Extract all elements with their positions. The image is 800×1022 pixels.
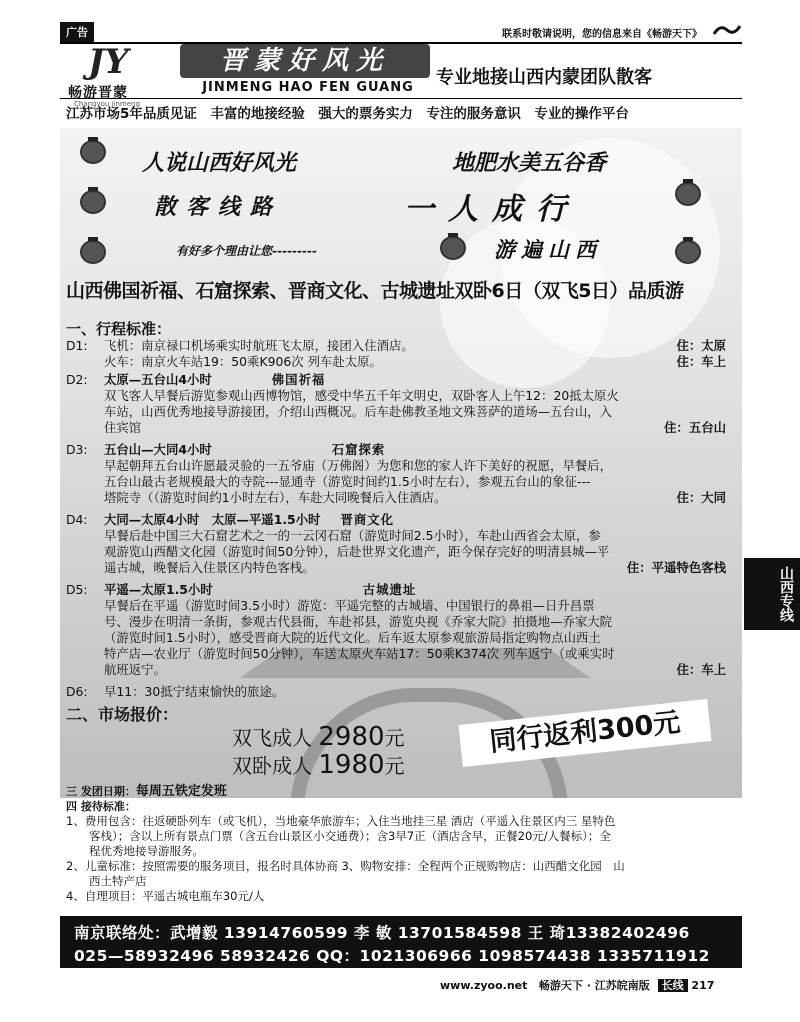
contact-block [60, 916, 742, 968]
price-sleeper-label: 双卧成人 [232, 754, 312, 778]
price-sleeper-value: 1980 [318, 750, 385, 780]
departure-value: 每周五铁定发班 [135, 784, 227, 799]
source-notice: 联系时敬请说明，您的信息来自《畅游天下》 [502, 29, 702, 40]
logo-pinyin: Changyou jinmeng [74, 100, 140, 108]
day-stay: 住：五台山 [664, 420, 726, 435]
day-stay: 住：车上 [676, 662, 726, 677]
standards-item: 1、费用包含：往返硬卧列车（或飞机），当地豪华旅游车；入住当地挂三星 酒店（平遥入住景区内三 星特色 [66, 814, 616, 828]
contact-line2: 025—58932496 58932426 QQ：1021306966 1098574438 1335711912 [74, 947, 710, 965]
day-text: 五台山最古老规模最大的寺院---显通寺（游览时间约1.5小时左右），参观五台山的象征--- [104, 474, 591, 489]
price-sleeper [232, 750, 405, 780]
day-stay: 住：太原 [676, 338, 726, 353]
rebate-badge: 同行返利300元 [458, 699, 711, 767]
logo-mark: JY [88, 42, 129, 82]
day-6 [66, 684, 732, 700]
day-theme: 晋商文化 [340, 512, 394, 527]
day-label: D6: [66, 684, 88, 699]
standards-heading: 四 接待标准： [66, 800, 136, 813]
brand-name: 晋蒙好风光 [219, 46, 390, 76]
page-footer [440, 977, 714, 993]
lantern-icon [440, 236, 466, 260]
day-theme: 石窟探索 [331, 442, 386, 457]
hero-line1-right: 地肥水美五谷香 [452, 150, 607, 176]
day-text: 早起朝拜五台山许愿最灵验的一五爷庙（万佛阁）为您和您的家人许下美好的祝愿，早餐后， [104, 458, 613, 473]
day-route: 太原—五台山4小时 [104, 372, 212, 387]
day-text: 观游览山西醋文化园（游览时间50分钟），后赴世界文化遗产，距今保存完好的明清县城—平 [104, 544, 610, 559]
standards-item: 客栈）；含以上所有景点门票（含五台山景区小交通费）；含3早7正（酒店含早，正餐20元/人餐标）；全 [66, 829, 611, 843]
day-stay: 住：车上 [676, 354, 726, 369]
day-text: 特产店—农业厅（游览时间50分钟），车送太原火车站17：50乘K374次 列车返宁（或乘实时 [104, 646, 615, 661]
day-text: 住宾馆 [104, 420, 142, 435]
standards-item: 4、自理项目：平遥古城电瓶车30元/人 [66, 889, 265, 903]
divider [60, 98, 742, 99]
footer-section: 长线 [658, 979, 688, 992]
day-route: 五台山—大同4小时 [104, 442, 212, 457]
day-label: D3: [66, 442, 88, 457]
hero-line3-right: 游遍山西 [494, 237, 602, 262]
hero-line2-right: 一人成行 [404, 192, 580, 227]
brand-strengths: 江苏市场5年品质见证 丰富的地接经验 强大的票务实力 专注的服务意识 专业的操作平台 [66, 106, 629, 122]
hero-line2-left: 散客线路 [154, 194, 283, 220]
day-text: 早餐后赴中国三大石窟艺术之一的一云冈石窟（游览时间2.5小时），车赴山西省会太原，参 [104, 528, 601, 543]
standards-item: 2、儿童标准：按照需要的服务项目，报名时具体协商 3、购物安排：全程两个正规购物店：山西醋文化园 山 [66, 859, 625, 873]
ad-tag: 广告 [60, 22, 94, 42]
day-text: 航班返宁。 [104, 662, 166, 677]
price-sleeper-unit: 元 [384, 754, 405, 778]
contact-line1: 南京联络处：武增毅 13914760599 李 敏 13701584598 王 琦13382402496 [74, 924, 690, 942]
lantern-icon [675, 182, 701, 206]
day-text: 塔院寺（（游览时间约1小时左右），车赴大同晚餐后入住酒店。 [104, 490, 447, 505]
day-4 [66, 512, 732, 576]
hero-line1-left: 人说山西好风光 [142, 150, 297, 176]
day-text: 遥古城，晚餐后入住景区内特色客栈。 [104, 560, 315, 575]
day-theme: 古城遗址 [362, 582, 417, 597]
footer-publication: 畅游天下 · 江苏皖南版 [538, 979, 650, 992]
day-5 [66, 582, 732, 678]
price-fly-unit: 元 [384, 726, 405, 750]
logo-cn: 畅游晋蒙 [68, 85, 128, 101]
day-label: D5: [66, 582, 88, 597]
day-text: 火车：南京火车站19：50乘K906次 列车赴太原。 [104, 354, 382, 369]
departure-label: 三 发团日期： [66, 785, 136, 798]
standards-item: 程优秀地接导游服务。 [66, 844, 204, 858]
page-number: 217 [691, 979, 715, 992]
day-label: D1: [66, 338, 88, 353]
day-text: 车站，山西优秀地接导游接团，介绍山西概况。后车赴佛教圣地文殊菩萨的道场—五台山，入 [104, 404, 613, 419]
hero-line3-left: 有好多个理由让您--------- [176, 244, 317, 258]
day-2 [66, 372, 732, 436]
publisher-logo-icon [712, 22, 742, 38]
day-stay: 住：平遥特色客栈 [626, 560, 726, 575]
top-bar [60, 22, 742, 44]
lantern-icon [80, 240, 106, 264]
lantern-icon [80, 190, 106, 214]
day-theme: 佛国祈福 [271, 372, 326, 387]
brand-pinyin: JINMENG HAO FEN GUANG [202, 80, 414, 95]
footer-site: www.zyoo.net [440, 979, 528, 992]
day-label: D4: [66, 512, 88, 527]
day-text: 号、漫步在明清一条街，参观古代县衙，车赴祁县，游览央视《乔家大院》拍摄地—乔家大院 [104, 614, 613, 629]
tour-title: 山西佛国祈福、石窟探索、晋商文化、古城遗址双卧6日（双飞5日）品质游 [66, 280, 684, 302]
price-fly-label: 双飞成人 [232, 726, 312, 750]
brand-name-banner [180, 44, 430, 78]
day-text: 飞机：南京禄口机场乘实时航班飞太原，接团入住酒店。 [104, 338, 414, 353]
day-1 [66, 338, 732, 370]
price-fly-value: 2980 [318, 722, 385, 752]
standards-item: 西土特产店 [66, 874, 147, 888]
day-label: D2: [66, 372, 88, 387]
day-text: 早11：30抵宁结束愉快的旅途。 [104, 684, 285, 699]
side-tab: 山西专线 [744, 558, 800, 630]
service-standards [66, 784, 732, 904]
day-text: 双飞客人早餐后游览参观山西博物馆，感受中华五千年文明史，双卧客人上午12：20抵太原火 [104, 388, 619, 403]
day-route: 平遥—太原1.5小时 [104, 582, 213, 597]
lantern-icon [675, 240, 701, 264]
day-stay: 住：大同 [676, 490, 726, 505]
lantern-icon [80, 140, 106, 164]
price-fly [232, 722, 405, 752]
itinerary-heading: 一、行程标准： [66, 320, 172, 338]
brand-slogan: 专业地接山西内蒙团队散客 [436, 67, 652, 88]
day-text: 早餐后在平遥（游览时间3.5小时）游览：平遥完整的古城墙、中国银行的鼻祖—日升昌票 [104, 598, 595, 613]
day-3 [66, 442, 732, 506]
pricing-heading: 二、市场报价： [66, 705, 179, 724]
day-text: （游览时间1.5小时），感受晋商大院的近代文化。后车返太原参观旅游局指定购物点山西土 [104, 630, 601, 645]
day-route: 大同—太原4小时 太原—平遥1.5小时 [104, 512, 321, 527]
